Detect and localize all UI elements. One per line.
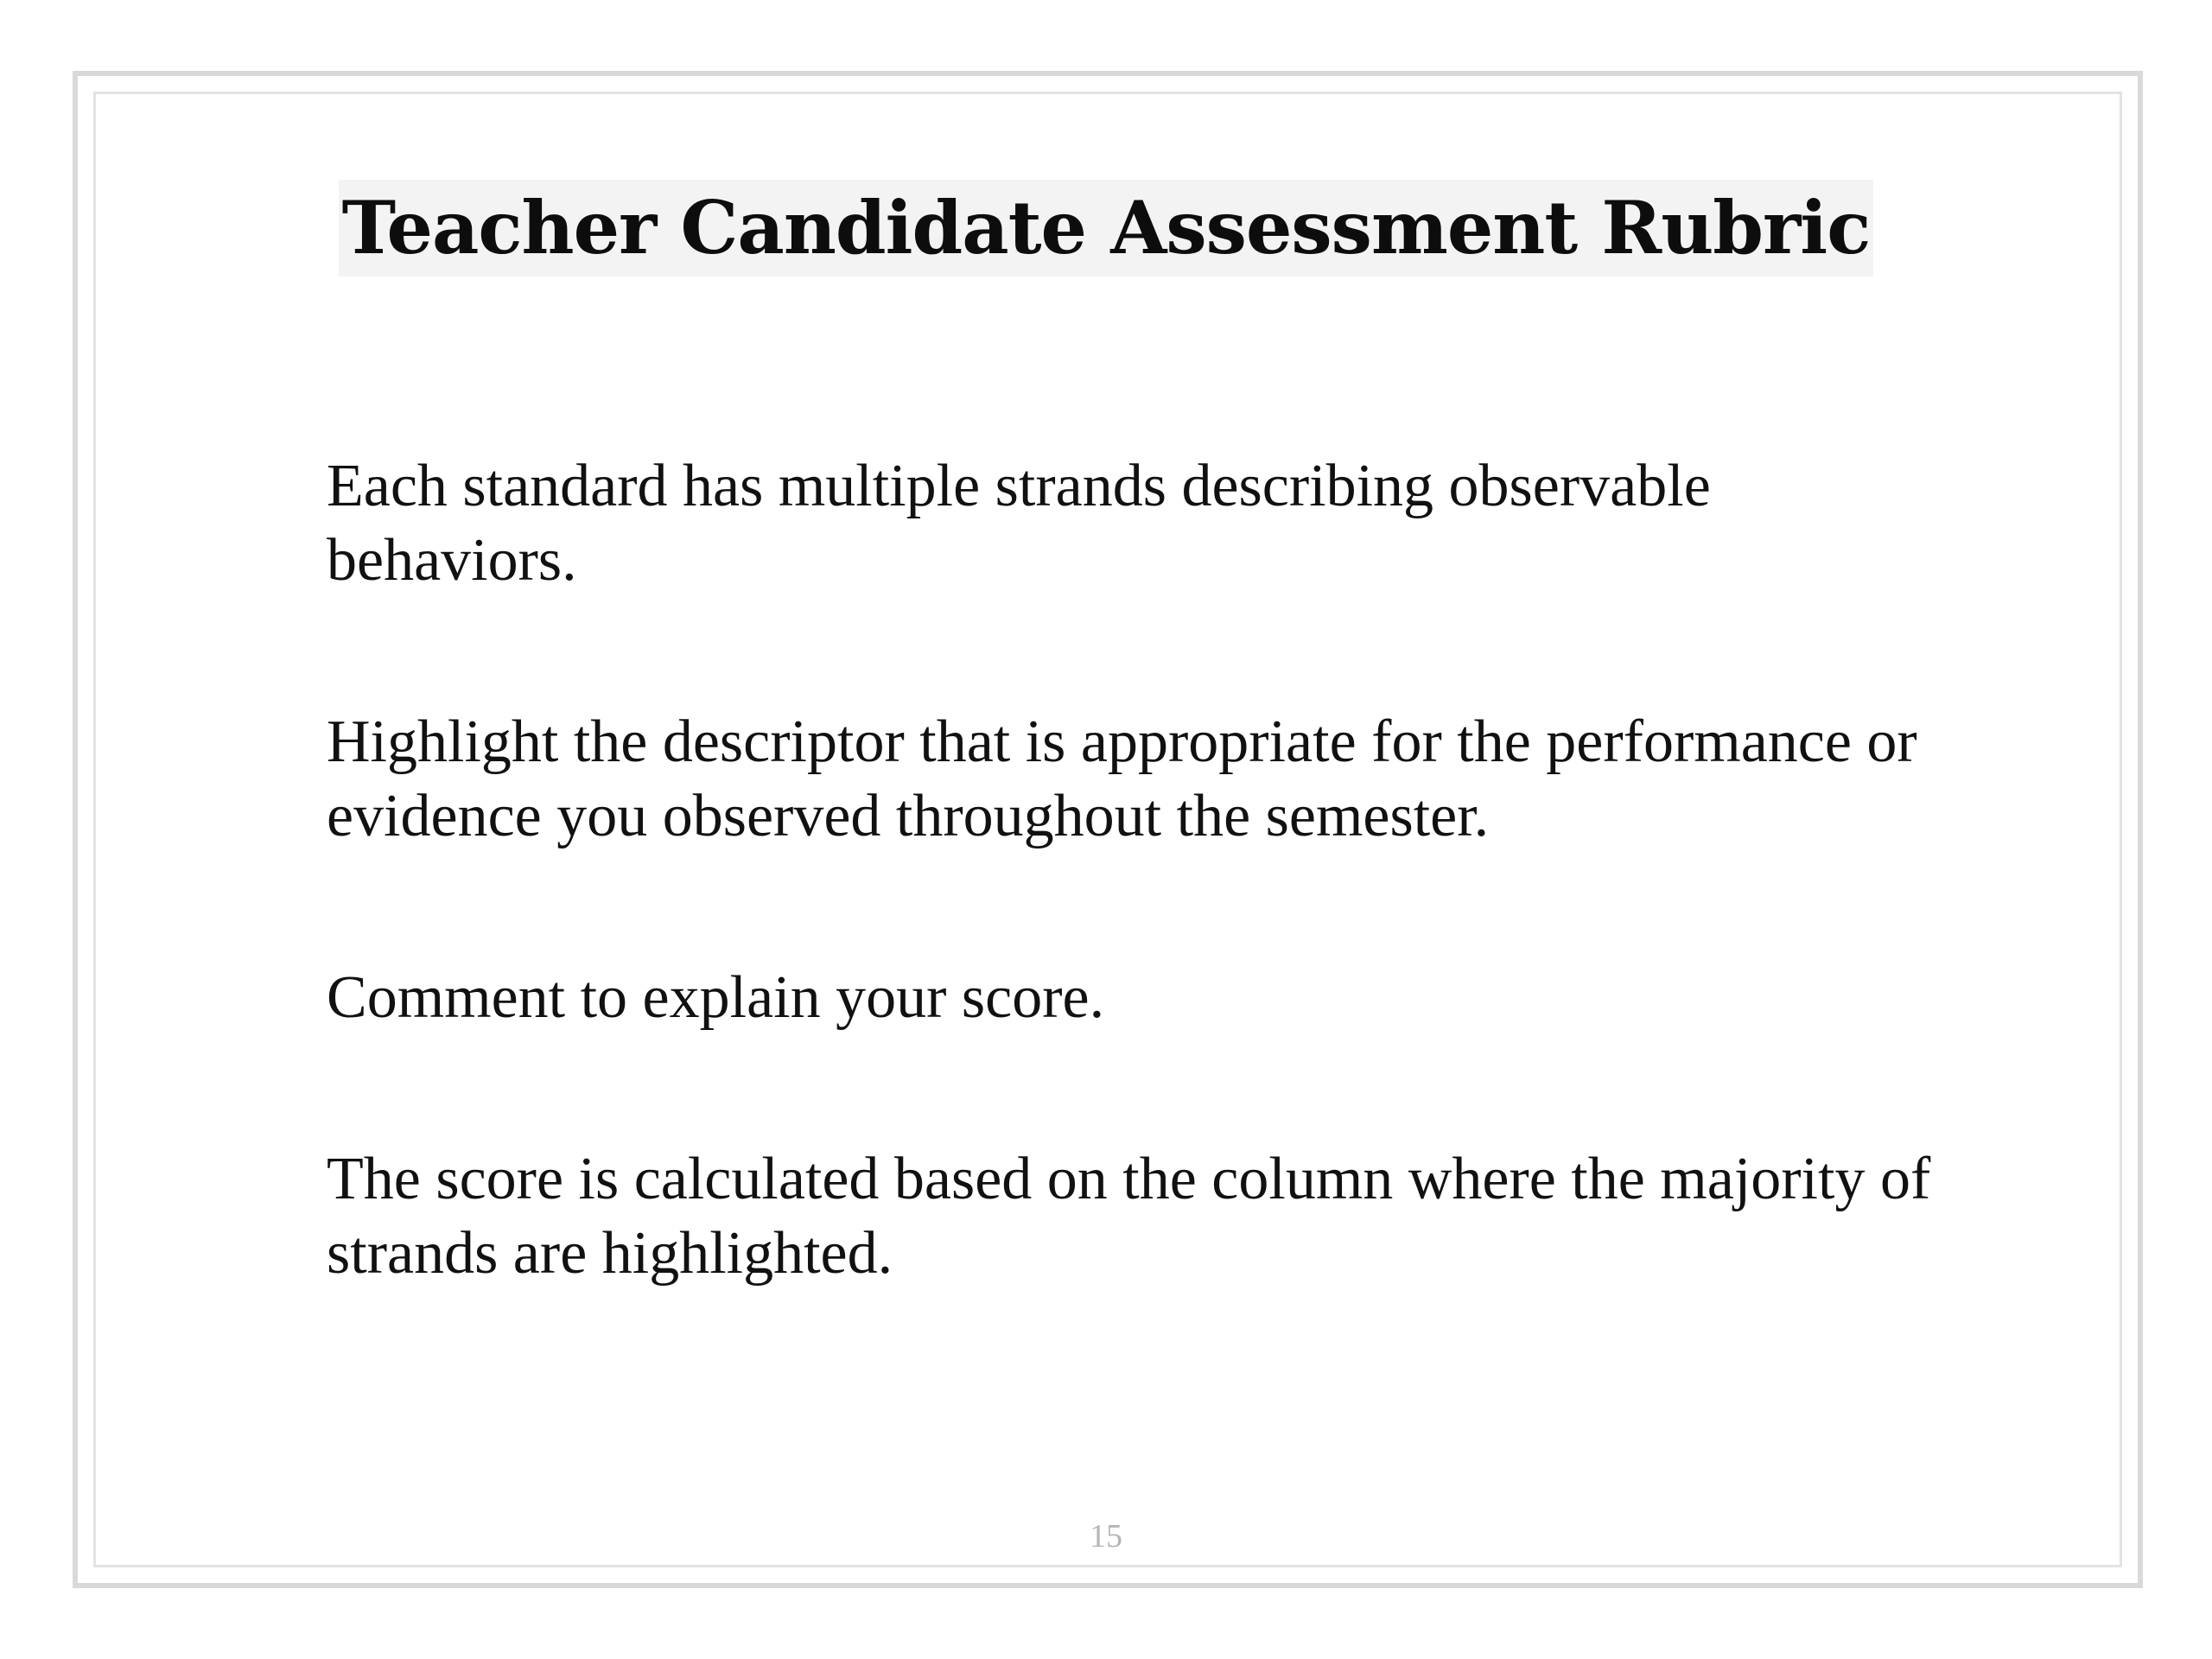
paragraph-standards: Each standard has multiple strands describing observable behaviors. <box>327 453 1711 594</box>
paragraph-score: The score is calculated based on the column where the majority of strands are highlighted. <box>327 1146 1931 1287</box>
page-number: 15 <box>1090 1518 1122 1554</box>
paragraph-comment: Comment to explain your score. <box>327 964 1105 1031</box>
title-container <box>0 180 2212 276</box>
slide-body <box>327 449 1934 1398</box>
paragraph-highlight: Highlight the descriptor that is appropriate for the performance or evidence you observed throughout the semester. <box>327 709 1917 849</box>
slide-title: Teacher Candidate Assessment Rubric <box>339 180 1874 276</box>
